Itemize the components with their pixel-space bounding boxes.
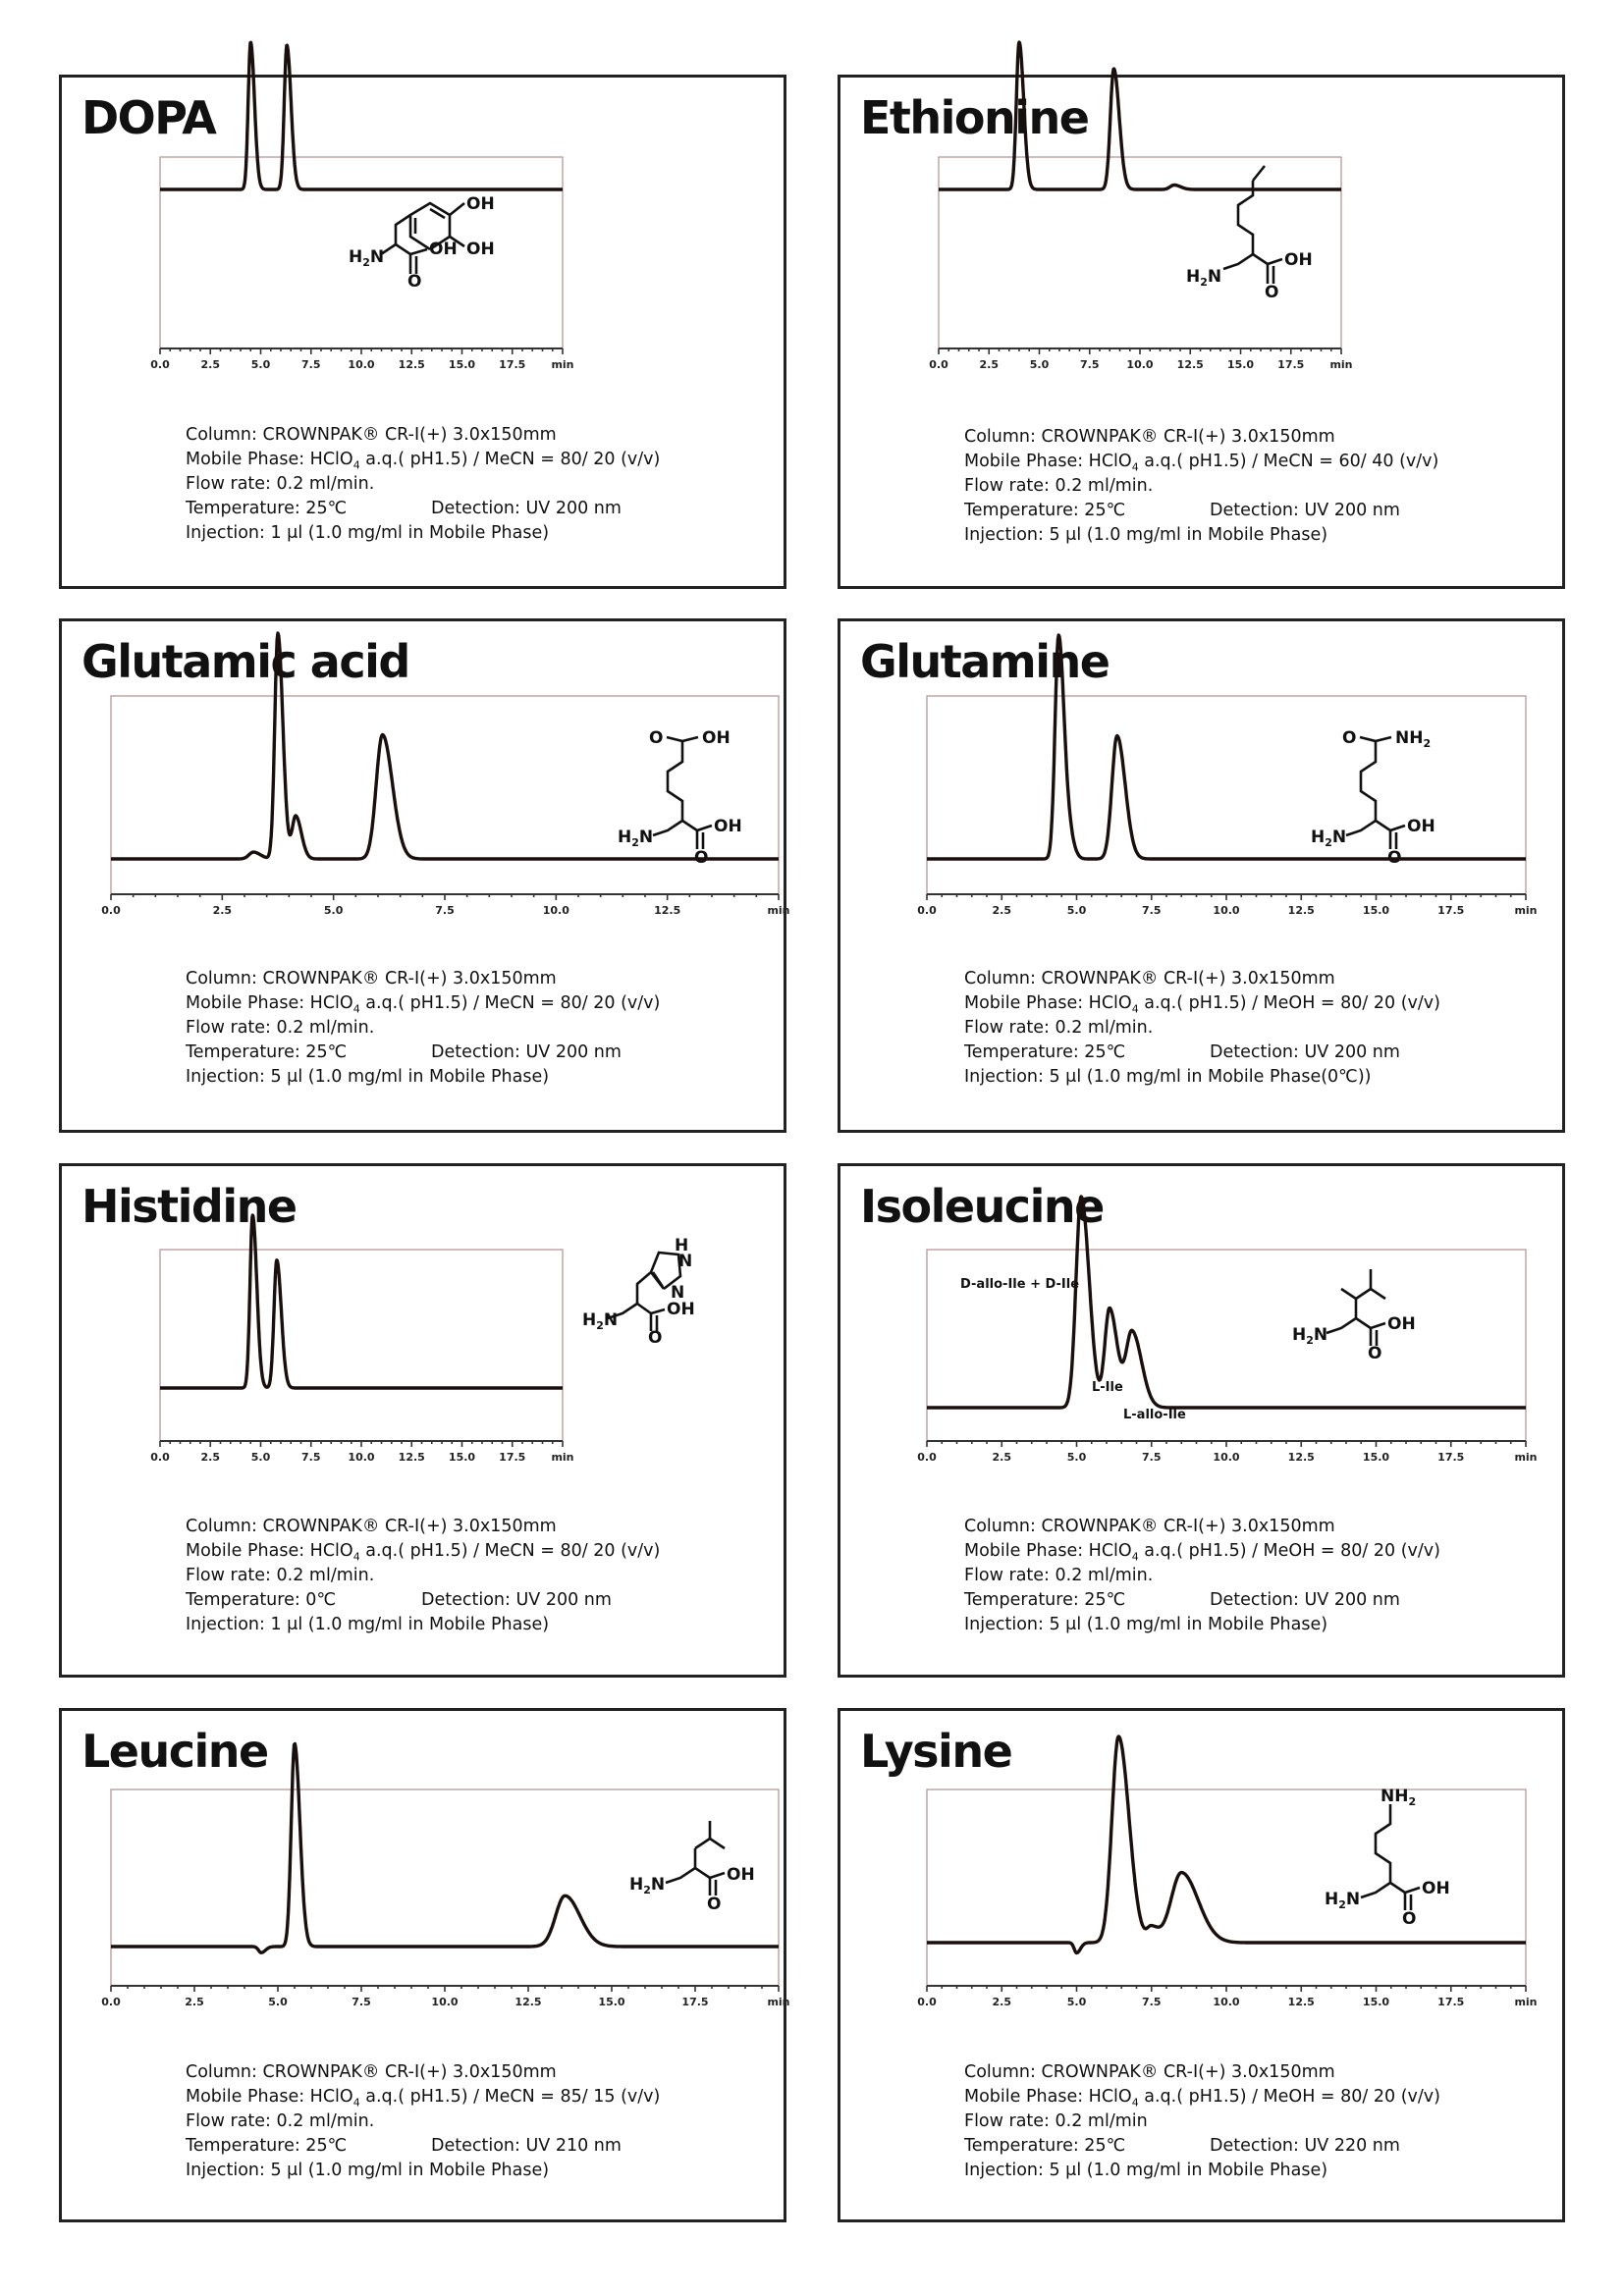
panel-title: Ethionine: [860, 91, 1089, 144]
panel-title: Histidine: [81, 1180, 297, 1233]
peak-label: D-allo-Ile + D-Ile: [960, 1277, 1080, 1292]
atom-label: $H_2N$: [1186, 267, 1222, 289]
injection-text: Injection: 5 μl (1.0 mg/ml in Mobile Phase): [186, 1067, 550, 1087]
x-tick-label: 0.0: [150, 1451, 170, 1464]
x-tick-label: 10.0: [431, 1996, 459, 2008]
column-text: Column: CROWNPAK® CR-I(+) 3.0x150mm: [964, 2062, 1335, 2082]
structure-leucine: [629, 1821, 755, 1914]
conditions-block: [964, 967, 1440, 1090]
atom-label: OH: [1407, 817, 1435, 836]
x-tick-label: 0.0: [101, 904, 121, 917]
x-tick-label: 12.5: [514, 1996, 542, 2008]
detection-text: Detection: UV 210 nm: [431, 2136, 622, 2156]
x-tick-label: 7.5: [1142, 1996, 1162, 2008]
atom-label: $NH_2$: [1395, 728, 1432, 750]
atom-label: OH: [1422, 1879, 1450, 1898]
x-tick-label: 7.5: [301, 358, 321, 371]
x-tick-label: 17.5: [1437, 1451, 1465, 1464]
detection-text: Detection: UV 200 nm: [431, 499, 622, 518]
atom-label: O: [1265, 283, 1279, 302]
x-tick-label: min: [1329, 358, 1353, 371]
peak-label: L-allo-Ile: [1123, 1408, 1186, 1422]
x-tick-label: 2.5: [200, 358, 220, 371]
atom-label: O: [1368, 1344, 1382, 1363]
mobile-phase-text: Mobile Phase: HClO$_4$ a.q.( pH1.5) / MeOH = 80/ 20 (v/v): [964, 1541, 1440, 1564]
atom-label: O: [407, 272, 422, 292]
temperature-text: Temperature: 25℃: [964, 2136, 1126, 2156]
chromatogram-trace: [111, 633, 779, 859]
injection-text: Injection: 5 μl (1.0 mg/ml in Mobile Phase): [964, 1615, 1328, 1634]
x-tick-label: 17.5: [499, 358, 526, 371]
chromatogram-trace: [160, 1215, 563, 1388]
panel-leucine: [59, 1708, 790, 2222]
mobile-phase-text: Mobile Phase: HClO$_4$ a.q.( pH1.5) / MeCN = 80/ 20 (v/v): [186, 450, 661, 472]
mobile-phase-text: Mobile Phase: HClO$_4$ a.q.( pH1.5) / MeCN = 85/ 15 (v/v): [186, 2087, 661, 2109]
conditions-block: [964, 1515, 1440, 1637]
x-tick-label: 2.5: [185, 1996, 204, 2008]
detection-text: Detection: UV 220 nm: [1210, 2136, 1400, 2156]
atom-label: O: [1402, 1909, 1417, 1929]
detection-text: Detection: UV 200 nm: [1210, 1590, 1400, 1610]
x-tick-label: 0.0: [917, 904, 937, 917]
x-tick-label: 10.0: [1126, 358, 1154, 371]
injection-text: Injection: 1 μl (1.0 mg/ml in Mobile Phase): [186, 1615, 550, 1634]
plot-frame: [939, 157, 1341, 348]
atom-label: $H_2N$: [1292, 1325, 1328, 1347]
x-tick-label: 12.5: [1176, 358, 1204, 371]
mobile-phase-text: Mobile Phase: HClO$_4$ a.q.( pH1.5) / MeCN = 80/ 20 (v/v): [186, 993, 661, 1016]
injection-text: Injection: 1 μl (1.0 mg/ml in Mobile Phase): [186, 523, 550, 543]
panel-glutamine: [838, 618, 1565, 1133]
atom-label: N: [678, 1252, 693, 1271]
structure-lysine: [1325, 1787, 1450, 1929]
panel-ethionine: [838, 75, 1565, 589]
atom-label: OH: [702, 728, 731, 748]
column-text: Column: CROWNPAK® CR-I(+) 3.0x150mm: [186, 2062, 557, 2082]
atom-label: OH: [714, 817, 742, 836]
flow-rate-text: Flow rate: 0.2 ml/min.: [186, 474, 375, 494]
x-tick-label: 7.5: [1142, 904, 1162, 917]
panel-lysine: [838, 1708, 1565, 2222]
x-tick-label: 5.0: [1066, 904, 1087, 917]
flow-rate-text: Flow rate: 0.2 ml/min.: [964, 1018, 1154, 1038]
x-tick-label: 7.5: [352, 1996, 371, 2008]
panel-title: DOPA: [81, 91, 216, 144]
atom-label: $H_2N$: [1325, 1890, 1361, 1911]
x-tick-label: 12.5: [398, 1451, 425, 1464]
mobile-phase-text: Mobile Phase: HClO$_4$ a.q.( pH1.5) / MeCN = 80/ 20 (v/v): [186, 1541, 661, 1564]
x-tick-label: 12.5: [1287, 1996, 1315, 2008]
x-tick-label: 2.5: [992, 1996, 1011, 2008]
structure-dopa: [349, 194, 495, 292]
x-tick-label: 10.0: [1213, 1996, 1240, 2008]
x-tick-label: 0.0: [929, 358, 948, 371]
column-text: Column: CROWNPAK® CR-I(+) 3.0x150mm: [964, 969, 1335, 988]
x-tick-label: 5.0: [250, 358, 271, 371]
temperature-text: Temperature: 25℃: [186, 2136, 348, 2156]
x-tick-label: 15.0: [1362, 1451, 1390, 1464]
flow-rate-text: Flow rate: 0.2 ml/min: [964, 2111, 1148, 2131]
x-tick-label: 5.0: [1066, 1996, 1087, 2008]
column-text: Column: CROWNPAK® CR-I(+) 3.0x150mm: [186, 1517, 557, 1536]
conditions-block: [186, 1515, 660, 1637]
atom-label: OH: [1284, 250, 1313, 270]
flow-rate-text: Flow rate: 0.2 ml/min.: [186, 1566, 375, 1585]
structure-glutamic-acid: [618, 728, 742, 868]
x-tick-label: 12.5: [654, 904, 681, 917]
x-tick-label: 5.0: [323, 904, 344, 917]
plot-frame: [927, 696, 1526, 894]
conditions-block: [186, 2060, 660, 2183]
chromatogram-trace: [927, 1736, 1526, 1953]
x-tick-label: 2.5: [992, 1451, 1011, 1464]
conditions-block: [186, 967, 660, 1090]
atom-label: OH: [727, 1865, 755, 1885]
conditions-block: [964, 425, 1438, 548]
flow-rate-text: Flow rate: 0.2 ml/min.: [964, 1566, 1154, 1585]
x-tick-label: 2.5: [200, 1451, 220, 1464]
x-tick-label: 17.5: [1277, 358, 1305, 371]
atom-label: $H_2N$: [582, 1310, 619, 1332]
structure-histidine: [582, 1236, 695, 1348]
temperature-text: Temperature: 25℃: [964, 1042, 1126, 1062]
conditions-block: [186, 423, 660, 546]
atom-label: O: [694, 848, 709, 868]
peak-label: L-Ile: [1092, 1380, 1123, 1395]
x-tick-label: 0.0: [150, 358, 170, 371]
atom-label: OH: [429, 240, 458, 259]
chromatogram-trace: [939, 42, 1341, 189]
panel-title: Leucine: [81, 1725, 268, 1778]
atom-label: O: [648, 1328, 663, 1348]
x-tick-label: 7.5: [1080, 358, 1100, 371]
x-tick-label: 17.5: [1437, 904, 1465, 917]
x-tick-label: 0.0: [917, 1996, 937, 2008]
x-tick-label: 12.5: [1287, 904, 1315, 917]
chromatogram-trace: [927, 1197, 1526, 1408]
x-tick-label: min: [767, 904, 790, 917]
x-tick-label: 15.0: [1362, 904, 1390, 917]
panel-histidine: [59, 1163, 786, 1678]
atom-label: $H_2N$: [629, 1875, 666, 1896]
atom-label: OH: [466, 240, 495, 259]
chromatogram-trace: [111, 1744, 779, 1953]
injection-text: Injection: 5 μl (1.0 mg/ml in Mobile Phase): [186, 2161, 550, 2180]
atom-label: O: [707, 1895, 722, 1914]
atom-label: OH: [667, 1300, 695, 1319]
x-tick-label: 12.5: [398, 358, 425, 371]
x-tick-label: 10.0: [1213, 1451, 1240, 1464]
atom-label: $NH_2$: [1380, 1787, 1417, 1808]
atom-label: $H_2N$: [618, 828, 654, 849]
x-tick-label: min: [1514, 904, 1538, 917]
injection-text: Injection: 5 μl (1.0 mg/ml in Mobile Phase): [964, 525, 1328, 545]
x-tick-label: 5.0: [250, 1451, 271, 1464]
column-text: Column: CROWNPAK® CR-I(+) 3.0x150mm: [964, 427, 1335, 447]
chromatogram-trace: [927, 635, 1526, 859]
x-tick-label: 15.0: [448, 1451, 476, 1464]
x-tick-label: 15.0: [1226, 358, 1255, 371]
panel-dopa: [59, 75, 786, 589]
flow-rate-text: Flow rate: 0.2 ml/min.: [186, 2111, 375, 2131]
atom-label: O: [1387, 848, 1402, 868]
panel-title: Lysine: [860, 1725, 1012, 1778]
panel-glutamic-acid: [59, 618, 790, 1133]
x-tick-label: min: [551, 358, 574, 371]
plot-frame: [111, 696, 779, 894]
atom-label: $H_2N$: [1311, 828, 1347, 849]
injection-text: Injection: 5 μl (1.0 mg/ml in Mobile Phase(0℃)): [964, 1067, 1372, 1087]
detection-text: Detection: UV 200 nm: [1210, 1042, 1400, 1062]
atom-label: O: [1342, 728, 1357, 748]
x-tick-label: 0.0: [917, 1451, 937, 1464]
x-tick-label: 2.5: [212, 904, 233, 917]
temperature-text: Temperature: 25℃: [186, 499, 348, 518]
flow-rate-text: Flow rate: 0.2 ml/min.: [964, 476, 1154, 496]
x-tick-label: 7.5: [1142, 1451, 1162, 1464]
atom-label: N: [671, 1283, 685, 1303]
x-tick-label: min: [1514, 1451, 1538, 1464]
structure-glutamine: [1311, 728, 1435, 868]
atom-label: O: [649, 728, 664, 748]
structure-isoleucine: [1292, 1269, 1416, 1363]
x-tick-label: 10.0: [348, 1451, 375, 1464]
x-tick-label: 17.5: [1437, 1996, 1465, 2008]
panel-title: Isoleucine: [860, 1180, 1104, 1233]
x-tick-label: 5.0: [268, 1996, 288, 2008]
conditions-block: [964, 2060, 1440, 2183]
flow-rate-text: Flow rate: 0.2 ml/min.: [186, 1018, 375, 1038]
column-text: Column: CROWNPAK® CR-I(+) 3.0x150mm: [964, 1517, 1335, 1536]
x-tick-label: min: [767, 1996, 790, 2008]
x-tick-label: 17.5: [681, 1996, 709, 2008]
x-tick-label: 0.0: [101, 1996, 121, 2008]
x-tick-label: 17.5: [499, 1451, 526, 1464]
detection-text: Detection: UV 200 nm: [421, 1590, 612, 1610]
x-tick-label: 15.0: [448, 358, 476, 371]
x-tick-label: 5.0: [1066, 1451, 1087, 1464]
structure-ethionine: [1186, 166, 1313, 302]
chromatogram-trace: [160, 42, 563, 189]
x-tick-label: 10.0: [1213, 904, 1240, 917]
injection-text: Injection: 5 μl (1.0 mg/ml in Mobile Phase): [964, 2161, 1328, 2180]
temperature-text: Temperature: 25℃: [964, 1590, 1126, 1610]
mobile-phase-text: Mobile Phase: HClO$_4$ a.q.( pH1.5) / MeOH = 80/ 20 (v/v): [964, 2087, 1440, 2109]
plot-frame: [160, 1250, 563, 1441]
temperature-text: Temperature: 0℃: [186, 1590, 337, 1610]
temperature-text: Temperature: 25℃: [964, 501, 1126, 520]
detection-text: Detection: UV 200 nm: [431, 1042, 622, 1062]
x-tick-label: 2.5: [992, 904, 1011, 917]
detection-text: Detection: UV 200 nm: [1210, 501, 1400, 520]
x-tick-label: min: [1514, 1996, 1538, 2008]
atom-label: OH: [1387, 1314, 1416, 1334]
temperature-text: Temperature: 25℃: [186, 1042, 348, 1062]
column-text: Column: CROWNPAK® CR-I(+) 3.0x150mm: [186, 425, 557, 445]
mobile-phase-text: Mobile Phase: HClO$_4$ a.q.( pH1.5) / MeOH = 80/ 20 (v/v): [964, 993, 1440, 1016]
panel-title: Glutamine: [860, 635, 1110, 688]
x-tick-label: 15.0: [598, 1996, 625, 2008]
x-tick-label: 10.0: [542, 904, 569, 917]
x-tick-label: 2.5: [979, 358, 999, 371]
x-tick-label: 7.5: [435, 904, 455, 917]
x-tick-label: 10.0: [348, 358, 375, 371]
x-tick-label: min: [551, 1451, 574, 1464]
x-tick-label: 12.5: [1287, 1451, 1315, 1464]
atom-label: OH: [466, 194, 495, 214]
x-tick-label: 15.0: [1362, 1996, 1390, 2008]
atom-label: $H_2N$: [349, 247, 385, 269]
panel-isoleucine: [838, 1163, 1565, 1678]
mobile-phase-text: Mobile Phase: HClO$_4$ a.q.( pH1.5) / MeCN = 60/ 40 (v/v): [964, 452, 1439, 474]
atom-label: H: [675, 1236, 689, 1255]
plot-frame: [111, 1789, 779, 1986]
column-text: Column: CROWNPAK® CR-I(+) 3.0x150mm: [186, 969, 557, 988]
x-tick-label: 7.5: [301, 1451, 321, 1464]
x-tick-label: 5.0: [1029, 358, 1050, 371]
panel-title: Glutamic acid: [81, 635, 409, 688]
